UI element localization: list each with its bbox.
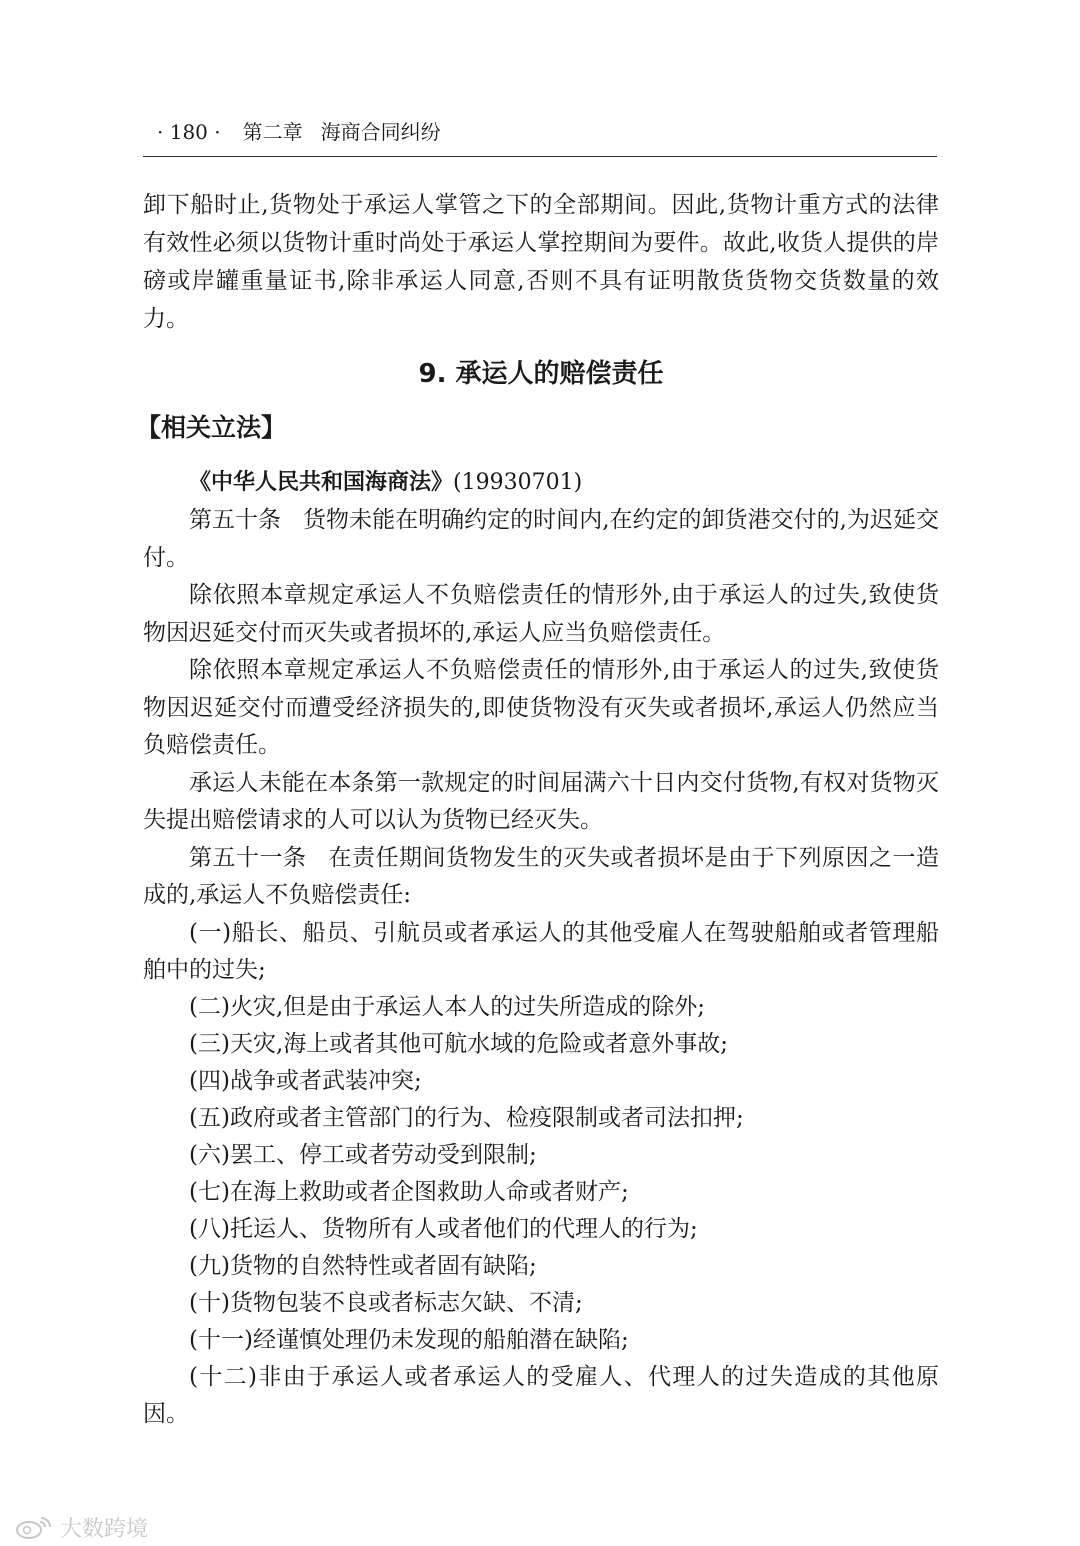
- list-item: (六)罢工、停工或者劳动受到限制;: [189, 1141, 537, 1168]
- article-number: 第五十条: [189, 507, 282, 533]
- article-text: 货物未能在明确约定的时间内,在约定的卸货港交付的,为迟延交付。: [143, 507, 939, 571]
- list-item: (四)战争或者武装冲突;: [189, 1067, 422, 1094]
- weibo-logo-icon: [14, 1514, 54, 1540]
- law-name: 《中华人民共和国海商法》: [189, 470, 454, 495]
- law-date: (19930701): [453, 470, 583, 495]
- article-number: 第五十一条: [189, 844, 307, 871]
- article-51: [143, 840, 939, 1433]
- page-number: · 180 ·: [157, 120, 221, 144]
- article-50-paragraph-2: 除依照本章规定承运人不负赔偿责任的情形外,由于承运人的过失,致使货物因迟延交付而灭失或者损坏的,承运人应当负赔偿责任。: [143, 582, 939, 646]
- list-item: (一)船长、船员、引航员或者承运人的其他受雇人在驾驶船舶或者管理船舶中的过失;: [143, 919, 939, 983]
- list-item: (五)政府或者主管部门的行为、检疫限制或者司法扣押;: [189, 1104, 744, 1131]
- list-item: (十一)经谨慎处理仍未发现的船舶潜在缺陷;: [189, 1326, 629, 1353]
- page-body: [136, 186, 939, 1433]
- list-item: (十)货物包装不良或者标志欠缺、不清;: [189, 1289, 583, 1316]
- intro-paragraph: 卸下船时止,货物处于承运人掌管之下的全部期间。因此,货物计重方式的法律有效性必须以货物计重时尚处于承运人掌控期间为要件。故此,收货人提供的岸磅或岸罐重量证书,除非承运人同意,否则不具有证明散货货物交货数量的效力。: [143, 192, 939, 332]
- law-title: [143, 464, 939, 502]
- chapter-title: 海商合同纠纷: [320, 120, 441, 144]
- list-item: (八)托运人、货物所有人或者他们的代理人的行为;: [189, 1215, 698, 1242]
- chapter-label: 第二章: [242, 120, 303, 144]
- article-50-paragraph-4: 承运人未能在本条第一款规定的时间届满六十日内交付货物,有权对货物灭失提出赔偿请求的人可以认为货物已经灭失。: [143, 769, 939, 833]
- article-50-paragraph-3: 除依照本章规定承运人不负赔偿责任的情形外,由于承运人的过失,致使货物因迟延交付而遭受经济损失的,即使货物没有灭失或者损坏,承运人仍然应当负赔偿责任。: [143, 657, 939, 758]
- article-text: 在责任期间货物发生的灭失或者损坏是由于下列原因之一造成的,承运人不负赔偿责任:: [143, 844, 939, 908]
- list-item: (七)在海上救助或者企图救助人命或者财产;: [189, 1178, 629, 1205]
- list-item: (十二)非由于承运人或者承运人的受雇人、代理人的过失造成的其他原因。: [143, 1363, 939, 1427]
- watermark: [14, 1510, 148, 1544]
- article-50-paragraph-1: [143, 502, 939, 577]
- list-item: (九)货物的自然特性或者固有缺陷;: [189, 1252, 537, 1279]
- subsection-heading: 【相关立法】: [136, 413, 287, 442]
- article-50: [143, 502, 939, 840]
- watermark-text: 大数跨境: [60, 1516, 149, 1542]
- section-title: 9. 承运人的赔偿责任: [418, 359, 664, 389]
- page-header: [143, 112, 937, 157]
- article-51-intro: [143, 840, 939, 915]
- list-item: (二)火灾,但是由于承运人本人的过失所造成的除外;: [189, 993, 706, 1020]
- list-item: (三)天灾,海上或者其他可航水域的危险或者意外事故;: [189, 1030, 729, 1057]
